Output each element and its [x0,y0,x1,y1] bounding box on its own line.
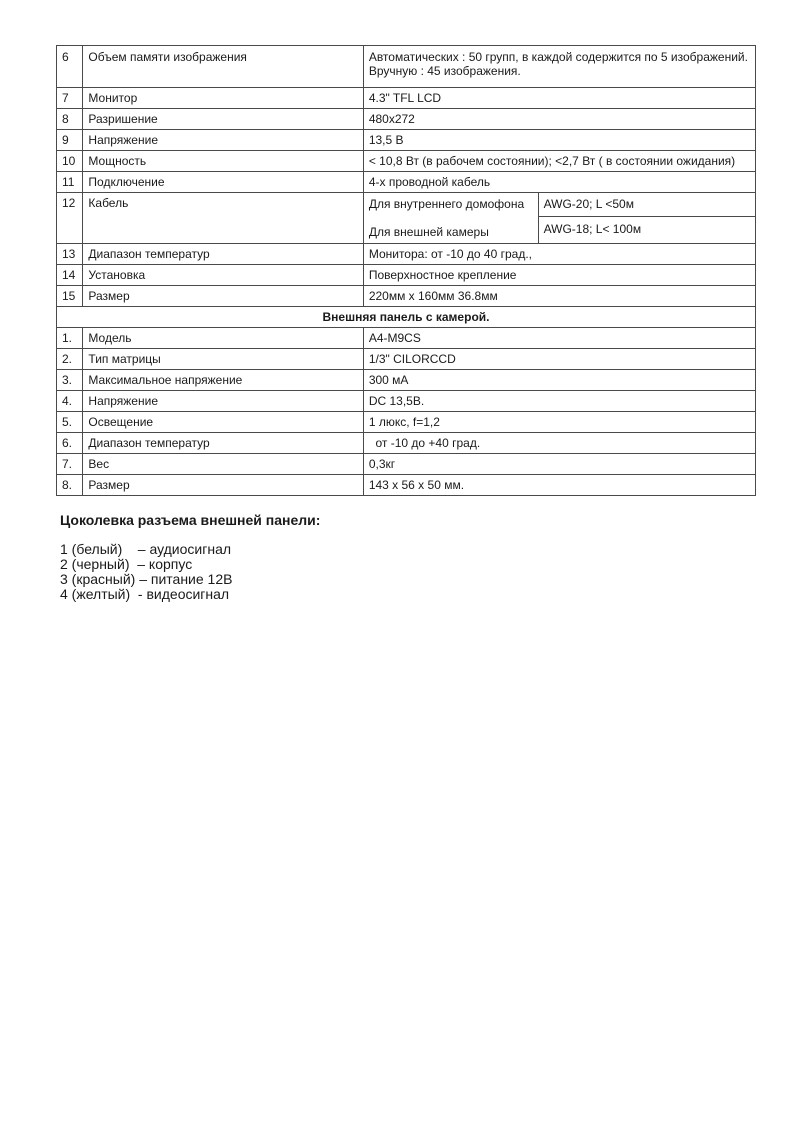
table-row [57,88,756,109]
table-row [57,370,756,391]
row-number: 14 [57,265,83,286]
row-number: 8. [57,475,83,496]
cable-label-intercom: Для внутреннего домофона [368,197,525,211]
cable-label-camera: Для внешней камеры [368,225,489,239]
row-value: 143 x 56 x 50 мм. [363,475,755,496]
row-value: 4-х проводной кабель [363,172,755,193]
row-parameter: Напряжение [83,391,363,412]
table-row [57,46,756,88]
row-number: 4. [57,391,83,412]
section-header-group [57,307,756,328]
row-number: 5. [57,412,83,433]
cable-labels [363,193,538,244]
row-parameter: Установка [83,265,363,286]
row-value: 480x272 [363,109,755,130]
pinout-item: 4 (желтый) - видеосигнал [60,586,230,602]
table-row [57,349,756,370]
pinout-list [60,542,232,602]
cable-value-intercom: AWG-20; L <50м [543,197,634,211]
row-number: 12 [57,193,83,244]
table-row [57,391,756,412]
row-value: 1/3" CILORCCD [363,349,755,370]
spec-rows-monitor-2 [57,244,756,307]
row-parameter: Мощность [83,151,363,172]
table-row [57,151,756,172]
row-number: 6. [57,433,83,454]
row-number: 6 [57,46,83,88]
row-parameter: Кабель [83,193,363,244]
row-number: 7. [57,454,83,475]
cable-values [538,193,755,244]
row-value: 13,5 В [363,130,755,151]
row-number: 2. [57,349,83,370]
row-parameter: Напряжение [83,130,363,151]
table-row [57,244,756,265]
row-value: Монитора: от -10 до 40 град., [363,244,755,265]
table-row [57,286,756,307]
row-number: 10 [57,151,83,172]
table-row [57,172,756,193]
spec-rows-monitor [57,46,756,193]
spec-rows-panel [57,328,756,496]
table-row [57,109,756,130]
table-row [57,265,756,286]
section-header-row [57,307,756,328]
row-value: 4.3" TFL LCD [363,88,755,109]
cable-value-camera: AWG-18; L< 100м [539,216,755,241]
cable-row-group [57,193,756,244]
row-parameter: Модель [83,328,363,349]
row-number: 9 [57,130,83,151]
pinout-item: 3 (красный) – питание 12В [60,571,233,587]
row-parameter: Максимальное напряжение [83,370,363,391]
row-parameter: Освещение [83,412,363,433]
row-value: Поверхностное крепление [363,265,755,286]
row-value: A4-M9CS [363,328,755,349]
pinout-item: 1 (белый) – аудиосигнал [60,541,232,557]
row-value: DC 13,5В. [363,391,755,412]
row-value: 1 люкс, f=1,2 [363,412,755,433]
pinout-item: 2 (черный) – корпус [60,556,193,572]
row-parameter: Размер [83,286,363,307]
row-number: 15 [57,286,83,307]
row-value: < 10,8 Вт (в рабочем состоянии); <2,7 Вт ( в состоянии ожидания) [363,151,755,172]
row-number: 7 [57,88,83,109]
table-row [57,130,756,151]
row-value: 220мм x 160мм 36.8мм [363,286,755,307]
row-number: 1. [57,328,83,349]
row-parameter: Тип матрицы [83,349,363,370]
row-parameter: Монитор [83,88,363,109]
row-value: от -10 до +40 град. [363,433,755,454]
table-row [57,328,756,349]
table-row [57,412,756,433]
row-parameter: Диапазон температур [83,433,363,454]
row-parameter: Объем памяти изображения [83,46,363,88]
section-title: Внешняя панель с камерой. [57,307,756,328]
row-parameter: Вес [83,454,363,475]
row-parameter: Разришение [83,109,363,130]
row-number: 3. [57,370,83,391]
row-value: 300 мА [363,370,755,391]
row-parameter: Диапазон температур [83,244,363,265]
table-row [57,454,756,475]
row-value: 0,3кг [363,454,755,475]
row-value: Автоматических : 50 групп, в каждой содержится по 5 изображений. Вручную : 45 изображения. [363,46,755,88]
table-row [57,433,756,454]
spec-table [56,45,756,496]
row-parameter: Подключение [83,172,363,193]
row-number: 13 [57,244,83,265]
table-row [57,475,756,496]
row-number: 8 [57,109,83,130]
row-parameter: Размер [83,475,363,496]
row-number: 11 [57,172,83,193]
pinout-title: Цоколевка разъема внешней панели: [60,512,321,528]
